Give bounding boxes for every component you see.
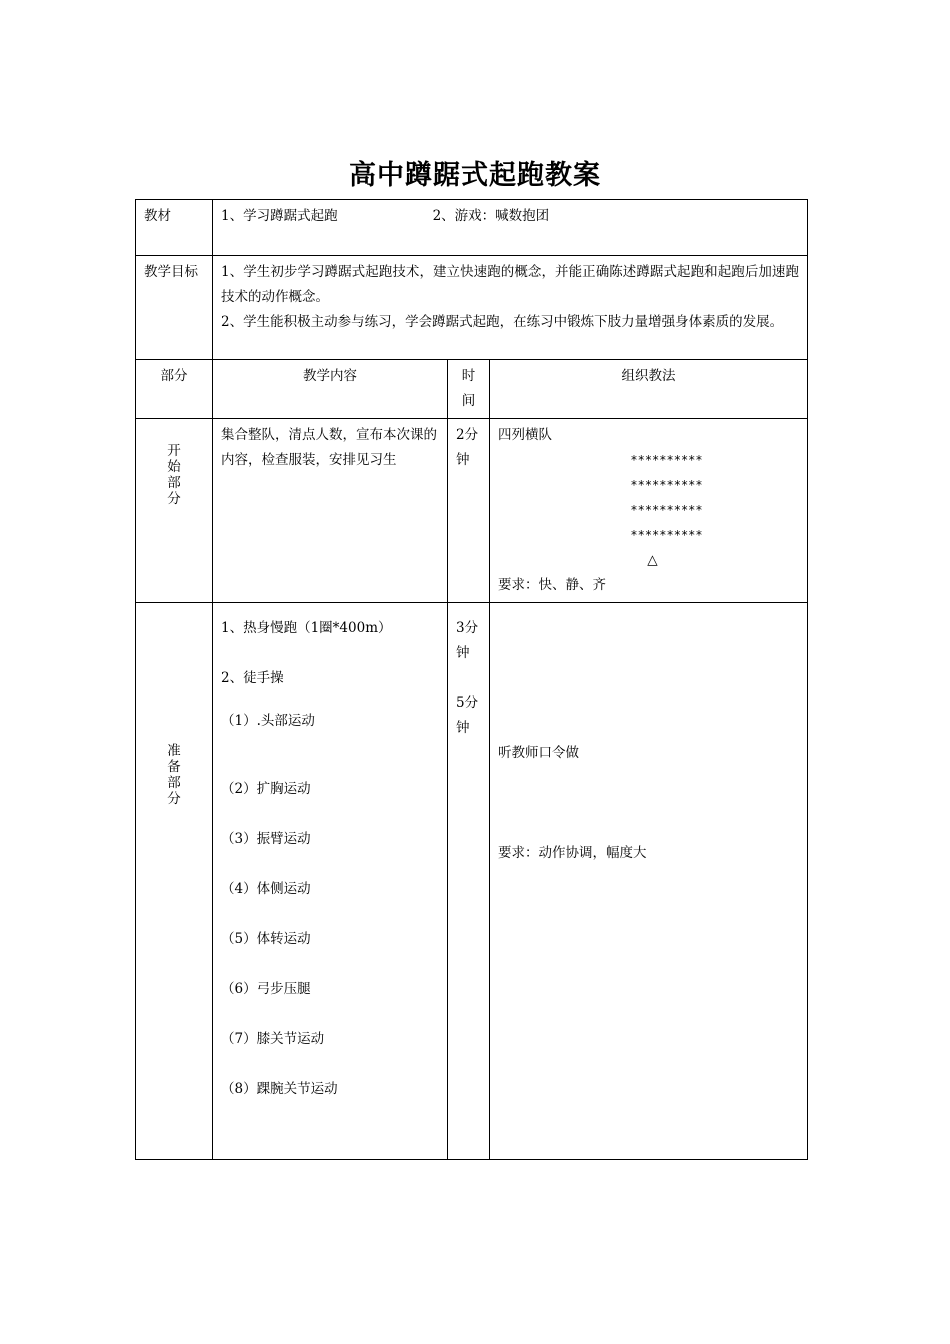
- lesson-plan-table: [135, 199, 808, 1160]
- exercise-4: （4）体侧运动: [221, 881, 311, 897]
- prep-item-2: 2、徒手操: [221, 670, 284, 686]
- header-row: [136, 360, 808, 419]
- page-title: 高中蹲踞式起跑教案: [349, 160, 601, 191]
- start-part-label: 开始部分: [167, 443, 181, 507]
- objective-2: 2、学生能积极主动参与练习，学会蹲踞式起跑，在练习中锻炼下肢力量增强身体素质的发展。: [221, 314, 784, 330]
- header-content: 教学内容: [303, 368, 357, 384]
- header-time: 时间: [461, 368, 476, 409]
- prep-method-1: 听教师口令做: [498, 745, 579, 761]
- formation-row-4: **********: [630, 528, 703, 542]
- exercise-3: （3）振臂运动: [221, 831, 311, 847]
- prep-time-1: 3分钟: [456, 620, 479, 661]
- materials-items: [213, 200, 807, 233]
- exercise-8: （8）踝腕关节运动: [221, 1081, 338, 1097]
- objective-1: 1、学生初步学习蹲踞式起跑技术，建立快速跑的概念，并能正确陈述蹲踞式起跑和起跑后加速跑技术的动作概念。: [221, 264, 799, 305]
- start-section-row: [136, 419, 808, 603]
- exercise-2: （2）扩胸运动: [221, 781, 311, 797]
- material-item-1: 1、学习蹲踞式起跑: [221, 208, 338, 224]
- formation-row-2: **********: [630, 478, 703, 492]
- start-requirement: 要求：快、静、齐: [498, 577, 606, 593]
- prep-part-label: 准备部分: [167, 743, 181, 807]
- start-time: 2分钟: [456, 427, 479, 468]
- exercise-1: （1）.头部运动: [221, 713, 315, 729]
- formation-row-1: **********: [630, 453, 703, 467]
- start-content: 集合整队，清点人数，宣布本次课的内容，检查服装，安排见习生: [221, 427, 437, 468]
- prep-time-2: 5分钟: [456, 695, 479, 736]
- material-item-2: 2、游戏：喊数抱团: [432, 208, 550, 224]
- prep-method-2: 要求：动作协调，幅度大: [498, 845, 647, 861]
- header-method: 组织教法: [621, 368, 676, 384]
- exercise-6: （6）弓步压腿: [221, 981, 311, 997]
- materials-label: 教材: [144, 208, 171, 224]
- header-part: 部分: [160, 368, 188, 384]
- prep-section-row: [136, 603, 808, 1160]
- prep-item-1: 1、热身慢跑（1圈*400m）: [221, 620, 392, 636]
- teacher-triangle-icon: △: [647, 552, 658, 568]
- objectives-label: 教学目标: [144, 264, 198, 280]
- materials-row: [136, 200, 808, 256]
- formation-title: 四列横队: [498, 427, 552, 443]
- exercise-5: （5）体转运动: [221, 931, 311, 947]
- exercise-7: （7）膝关节运动: [221, 1031, 325, 1047]
- formation-row-3: **********: [630, 503, 703, 517]
- objectives-row: [136, 256, 808, 360]
